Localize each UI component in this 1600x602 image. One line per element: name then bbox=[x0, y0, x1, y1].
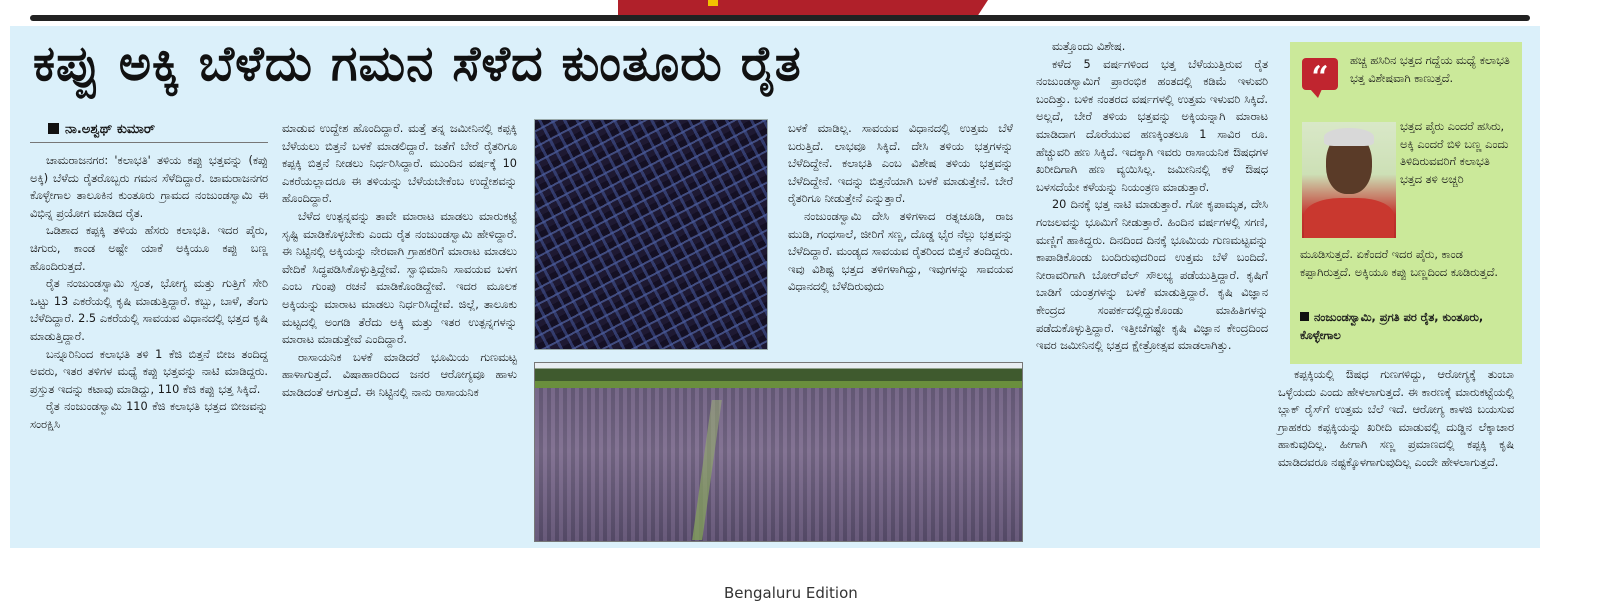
author-name: ನಾ.ಅಶ್ವಥ್ ಕುಮಾರ್ bbox=[65, 122, 155, 137]
attribution-text: ನಂಜುಂಡಸ್ವಾಮಿ, ಪ್ರಗತಿ ಪರ ರೈತ, ಕುಂತೂರು, ಕೊಳ್ಳೇಗಾಲ bbox=[1300, 311, 1484, 342]
quote-mark-icon: “ bbox=[1302, 58, 1338, 90]
paddy-field-photo bbox=[534, 362, 1023, 542]
pull-quote-text: ಮೂಡಿಸುತ್ತದೆ. ಏಕೆಂದರೆ ಇದರ ಪೈರು, ಕಾಂಡ ಕಪ್ಪಾಗಿರುತ್ತದೆ. ಅಕ್ಕಿಯೂ ಕಪ್ಪು ಬಣ್ಣದಿಂದ ಕೂಡಿರುತ್ತದೆ. bbox=[1300, 248, 1498, 279]
paragraph: ಕಪ್ಪಕ್ಕಿಯಲ್ಲಿ ಔಷಧ ಗುಣಗಳಿದ್ದು, ಆರೋಗ್ಯಕ್ಕೆ ತುಂಬಾ ಒಳ್ಳೆಯದು ಎಂದು ಹೇಳಲಾಗುತ್ತದೆ. ಈ ಕಾರಣಕ್ಕೆ ಮಾರುಕಟ್ಟೆಯಲ್ಲಿ ಬ್ಲಾಕ್ ರೈಸ್‌ಗೆ ಉತ್ತಮ ಬೆಲೆ ಇದೆ. ಆರೋಗ್ಯ ಕಾಳಜಿ ಬಯಸುವ ಗ್ರಾಹಕರು ಕಪ್ಪಕ್ಕಿಯನ್ನು ಖರೀದಿ ಮಾಡುವಲ್ಲಿ ದುಡ್ಡಿನ ಲೆಕ್ಕಾಚಾರ ಹಾಕುವುದಿಲ್ಲ. ಹೀಗಾಗಿ ಸಣ್ಣ ಪ್ರಮಾಣದಲ್ಲಿ ಕಪ್ಪಕ್ಕಿ ಕೃಷಿ ಮಾಡಿದವರೂ ನಷ್ಟಕ್ಕೊಳಗಾಗುವುದಿಲ್ಲ ಎಂದೇ ಹೇಳಲಾಗುತ್ತದೆ. bbox=[1278, 368, 1514, 469]
article-column-2 bbox=[282, 120, 517, 402]
farmer-portrait bbox=[1302, 122, 1396, 238]
article-column-5 bbox=[1278, 366, 1514, 472]
paragraph: 20 ದಿನಕ್ಕೆ ಭತ್ತ ನಾಟಿ ಮಾಡುತ್ತಾರೆ. ಗೋ ಕೃಪಾಮೃತ, ದೇಸಿ ಗಂಜಲವನ್ನು ಭೂಮಿಗೆ ನೀಡುತ್ತಾರೆ. ಹಿಂದಿನ ವರ್ಷಗಳಲ್ಲಿ ಸಗಣಿ, ಮಣ್ಣಿಗೆ ಹಾಕಿದ್ದರು. ದಿನದಿಂದ ದಿನಕ್ಕೆ ಭೂಮಿಯ ಗುಣಮಟ್ಟವನ್ನು ಕಾಪಾಡಿಕೊಂಡು ಬಂದಿರುವುದರಿಂದ ಉತ್ತಮ ಬೆಳೆ ಬಂದಿದೆ. ನೀರಾವರಿಗಾಗಿ ಬೋರ್‌ವೆಲ್ ಸೌಲಭ್ಯ ಪಡೆಯುತ್ತಿದ್ದಾರೆ. ಕೃಷಿಗೆ ಬಾಡಿಗೆ ಯಂತ್ರಗಳನ್ನು ಬಳಕೆ ಮಾಡುತ್ತಿದ್ದಾರೆ. ಕೃಷಿ ವಿಜ್ಞಾನ ಕೇಂದ್ರದ ಸಂಪರ್ಕದಲ್ಲಿದ್ದುಕೊಂಡು ಮಾಹಿತಿಗಳನ್ನು ಪಡೆದುಕೊಳ್ಳುತ್ತಿದ್ದಾರೆ. ಇತ್ತೀಚೆಗಷ್ಟೇ ಕೃಷಿ ವಿಜ್ಞಾನ ಕೇಂದ್ರದಿಂದ ಇವರ ಜಮೀನಿನಲ್ಲಿ ಭತ್ತದ ಕ್ಷೇತ್ರೋತ್ಸವ ಮಾಡಲಾಗಿತ್ತು. bbox=[1036, 198, 1268, 353]
pull-quote-text: ಹಚ್ಚ ಹಸಿರಿನ ಭತ್ತದ ಗದ್ದೆಯ ಮಧ್ಯೆ ಕಲಾಭತಿ ಭತ್ತ ವಿಶೇಷವಾಗಿ ಕಾಣುತ್ತದೆ. bbox=[1350, 54, 1510, 85]
paragraph: ರೈತ ನಂಜುಂಡಸ್ವಾಮಿ ಸ್ವಂತ, ಭೋಗ್ಯ ಮತ್ತು ಗುತ್ತಿಗೆ ಸೇರಿ ಒಟ್ಟು 13 ಎಕರೆಯಲ್ಲಿ ಕೃಷಿ ಮಾಡುತ್ತಿದ್ದಾರೆ. ಕಬ್ಬು, ಬಾಳೆ, ತೆಂಗು ಬೆಳೆದಿದ್ದಾರೆ. 2.5 ಎಕರೆಯಲ್ಲಿ ಸಾವಯವ ವಿಧಾನದಲ್ಲಿ ಭತ್ತದ ಕೃಷಿ ಮಾಡುತ್ತಿದ್ದಾರೆ. bbox=[30, 277, 268, 343]
black-rice-photo bbox=[534, 119, 768, 350]
paragraph: ಬೆಳೆದ ಉತ್ಪನ್ನವನ್ನು ತಾವೇ ಮಾರಾಟ ಮಾಡಲು ಮಾರುಕಟ್ಟೆ ಸೃಷ್ಟಿ ಮಾಡಿಕೊಳ್ಳಬೇಕು ಎಂದು ರೈತ ನಂಜುಂಡಸ್ವಾಮಿ ಹೇಳಿದ್ದಾರೆ. ಈ ನಿಟ್ಟಿನಲ್ಲಿ ಅಕ್ಕಿಯನ್ನು ನೇರವಾಗಿ ಗ್ರಾಹಕರಿಗೆ ಮಾರಾಟ ಮಾಡಲು ವೇದಿಕೆ ಸಿದ್ಧಪಡಿಸಿಕೊಳ್ಳುತ್ತಿದ್ದೇವೆ. ಸ್ವಾಭಿಮಾನಿ ಸಾವಯವ ಬಳಗ ಎಂಬ ಗುಂಪು ರಚನೆ ಮಾಡಿಕೊಂಡಿದ್ದೇವೆ. ಇದರ ಮೂಲಕ ಅಕ್ಕಿಯನ್ನು ಮಾರಾಟ ಮಾಡಲು ನಿರ್ಧರಿಸಿದ್ದೇವೆ. ಜಿಲ್ಲೆ, ತಾಲೂಕು ಮಟ್ಟದಲ್ಲಿ ಅಂಗಡಿ ತೆರೆದು ಅಕ್ಕಿ ಮತ್ತು ಇತರ ಉತ್ಪನ್ನಗಳನ್ನು ಮಾರಾಟ ಮಾಡುತ್ತೇವೆ ಎಂದಿದ್ದಾರೆ. bbox=[282, 209, 517, 347]
paragraph: ರಾಸಾಯನಿಕ ಬಳಕೆ ಮಾಡಿದರೆ ಭೂಮಿಯ ಗುಣಮಟ್ಟ ಹಾಳಾಗುತ್ತದೆ. ವಿಷಾಹಾರದಿಂದ ಜನರ ಆರೋಗ್ಯವೂ ಹಾಳು ಮಾಡಿದಂತೆ ಆಗುತ್ತದೆ. ಈ ನಿಟ್ಟಿನಲ್ಲಿ ನಾನು ರಾಸಾಯನಿಕ bbox=[282, 350, 517, 399]
headline: ಕಪ್ಪು ಅಕ್ಕಿ ಬೆಳೆದು ಗಮನ ಸೆಳೆದ ಕುಂತೂರು ರೈತ bbox=[33, 35, 802, 92]
pull-quote-attribution bbox=[1300, 309, 1514, 344]
section-tab-accent bbox=[708, 0, 718, 6]
portrait-hair bbox=[1324, 128, 1374, 146]
paragraph: ಬಳಕೆ ಮಾಡಿಲ್ಲ. ಸಾವಯವ ವಿಧಾನದಲ್ಲಿ ಉತ್ತಮ ಬೆಳೆ ಬರುತ್ತಿದೆ. ಲಾಭವೂ ಸಿಕ್ಕಿದೆ. ದೇಸಿ ತಳಿಯ ಭತ್ತಗಳನ್ನು ಬೆಳೆದಿದ್ದೇನೆ. ಕಲಾಭತಿ ಎಂಬ ವಿಶೇಷ ತಳಿಯ ಭತ್ತವನ್ನು ಬೆಳೆದಿದ್ದೇನೆ. ಇದನ್ನು ಬಿತ್ತನೆಯಾಗಿ ಬಳಕೆ ಮಾಡುತ್ತೇನೆ. ಬೇರೆ ರೈತರಿಗೂ ನೀಡುತ್ತೇನೆ ಎನ್ನುತ್ತಾರೆ. bbox=[788, 122, 1013, 206]
article-column-3 bbox=[788, 120, 1013, 296]
header-rule bbox=[30, 15, 1530, 21]
byline bbox=[48, 122, 155, 137]
edition-label: Bengaluru Edition bbox=[724, 584, 858, 602]
pull-quote-text: ಭತ್ತದ ಪೈರು ಎಂದರೆ ಹಸಿರು, ಅಕ್ಕಿ ಎಂದರೆ ಬಿಳಿ ಬಣ್ಣ ಎಂದು ತಿಳಿದಿರುವವರಿಗೆ ಕಲಾಭತಿ ಭತ್ತದ ತಳಿ ಅಚ್ಚರಿ bbox=[1400, 120, 1509, 186]
article-column-4 bbox=[1036, 38, 1268, 355]
byline-rule bbox=[30, 142, 268, 143]
paragraph: ಒಡಿಶಾದ ಕಪ್ಪಕ್ಕಿ ತಳಿಯ ಹೆಸರು ಕಲಾಭತಿ. ಇದರ ಪೈರು, ಚಿಗುರು, ಕಾಂಡ ಅಷ್ಟೇ ಯಾಕೆ ಅಕ್ಕಿಯೂ ಕಪ್ಪು ಬಣ್ಣ ಹೊಂದಿರುತ್ತದೆ. bbox=[30, 224, 268, 273]
portrait-shirt bbox=[1304, 198, 1394, 238]
paragraph: ಮಾಡುವ ಉದ್ದೇಶ ಹೊಂದಿದ್ದಾರೆ. ಮತ್ತೆ ತನ್ನ ಜಮೀನಿನಲ್ಲಿ ಕಪ್ಪಕ್ಕಿ ಬೆಳೆಯಲು ಬಿತ್ತನೆ ಬಳಕೆ ಮಾಡಲಿದ್ದಾರೆ. ಜತೆಗೆ ಬೇರೆ ರೈತರಿಗೂ ಕಪ್ಪಕ್ಕಿ ಬಿತ್ತನೆ ನೀಡಲು ನಿರ್ಧರಿಸಿದ್ದಾರೆ. ಮುಂದಿನ ವರ್ಷಕ್ಕೆ 10 ಎಕರೆಯಲ್ಲಾದರೂ ಈ ತಳಿಯನ್ನು ಬೆಳೆಯಬೇಕೆಂಬ ಉದ್ದೇಶವನ್ನು ಹೊಂದಿದ್ದಾರೆ. bbox=[282, 122, 517, 206]
paragraph: ರೈತ ನಂಜುಂಡಸ್ವಾಮಿ 110 ಕೆಜಿ ಕಲಾಭತಿ ಭತ್ತದ ಬೀಜವನ್ನು ಸಂರಕ್ಷಿಸಿ bbox=[30, 400, 268, 431]
paragraph: ಬನ್ನೂರಿನಿಂದ ಕಲಾಭತಿ ತಳಿ 1 ಕೆಜಿ ಬಿತ್ತನೆ ಬೀಜ ತಂದಿದ್ದ ಅವರು, ಇತರ ತಳಿಗಳ ಮಧ್ಯೆ ಕಪ್ಪು ಭತ್ತವನ್ನು ನಾಟಿ ಮಾಡಿದ್ದರು. ಪ್ರಸ್ತುತ ಇದನ್ನು ಕಟಾವು ಮಾಡಿದ್ದು, 110 ಕೆಜಿ ಕಪ್ಪು ಭತ್ತ ಸಿಕ್ಕಿದೆ. bbox=[30, 347, 268, 396]
attribution-square-icon bbox=[1300, 312, 1309, 321]
paragraph: ನಂಜುಂಡಸ್ವಾಮಿ ದೇಸಿ ತಳಿಗಳಾದ ರತ್ನಚೂಡಿ, ರಾಜ ಮುಡಿ, ಗಂಧಸಾಲೆ, ಜೀರಿಗೆ ಸಣ್ಣ, ದೊಡ್ಡ ಭೈರ ನೆಲ್ಲು ಭತ್ತವನ್ನು ಬೆಳೆದಿದ್ದಾರೆ. ಮಂಡ್ಯದ ಸಾವಯವ ರೈತರಿಂದ ಬಿತ್ತನೆ ತಂದಿದ್ದರು. ಇವು ವಿಶಿಷ್ಟ ಭತ್ತದ ತಳಿಗಳಾಗಿದ್ದು, ಇವುಗಳನ್ನು ಸಾವಯವ ವಿಧಾನದಲ್ಲಿ ಬೆಳೆದಿರುವುದು bbox=[788, 209, 1013, 294]
paragraph: ಮತ್ತೊಂದು ವಿಶೇಷ. bbox=[1052, 40, 1126, 53]
paragraph: ಕಳೆದ 5 ವರ್ಷಗಳಿಂದ ಭತ್ತ ಬೆಳೆಯುತ್ತಿರುವ ರೈತ ನಂಜುಂಡಸ್ವಾಮಿಗೆ ಪ್ರಾರಂಭಿಕ ಹಂತದಲ್ಲಿ ಕಡಿಮೆ ಇಳುವರಿ ಬಂದಿತ್ತು. ಬಳಿಕ ನಂತರದ ವರ್ಷಗಳಲ್ಲಿ ಉತ್ತಮ ಇಳುವರಿ ಸಿಕ್ಕಿದೆ. ಅಲ್ಲದೆ, ಬೇರೆ ತಳಿಯ ಭತ್ತವನ್ನು ಅಕ್ಕಿಯನ್ನಾಗಿ ಮಾರಾಟ ಮಾಡಿದಾಗ ದೊರೆಯುವ ಹಣಕ್ಕಿಂತಲೂ 1 ಸಾವಿರ ರೂ. ಹೆಚ್ಚುವರಿ ಹಣ ಸಿಕ್ಕಿದೆ. ಇದಕ್ಕಾಗಿ ಇವರು ರಾಸಾಯನಿಕ ಔಷಧಗಳ ಖರೀದಿಗಾಗಿ ಹಣ ವ್ಯಯಿಸಿಲ್ಲ. ಜಮೀನಿನಲ್ಲಿ ಕಳೆ ಔಷಧ ಬಳಸದೆಯೇ ಕಳೆಯನ್ನು ನಿಯಂತ್ರಣ ಮಾಡುತ್ತಾರೆ. bbox=[1036, 57, 1268, 194]
article-column-1 bbox=[30, 152, 268, 434]
paragraph: ಚಾಮರಾಜನಗರ: 'ಕಲಾಭತಿ' ತಳಿಯ ಕಪ್ಪು ಭತ್ತವನ್ನು (ಕಪ್ಪು ಅಕ್ಕಿ) ಬೆಳೆದು ರೈತರೊಬ್ಬರು ಗಮನ ಸೆಳೆದಿದ್ದಾರೆ. ಚಾಮರಾಜನಗರ ಕೊಳ್ಳೇಗಾಲ ತಾಲೂಕಿನ ಕುಂತೂರು ಗ್ರಾಮದ ನಂಜುಂಡಸ್ವಾಮಿ ಈ ವಿಭಿನ್ನ ಪ್ರಯೋಗ ಮಾಡಿದ ರೈತ. bbox=[30, 154, 268, 220]
byline-square-icon bbox=[48, 123, 59, 134]
